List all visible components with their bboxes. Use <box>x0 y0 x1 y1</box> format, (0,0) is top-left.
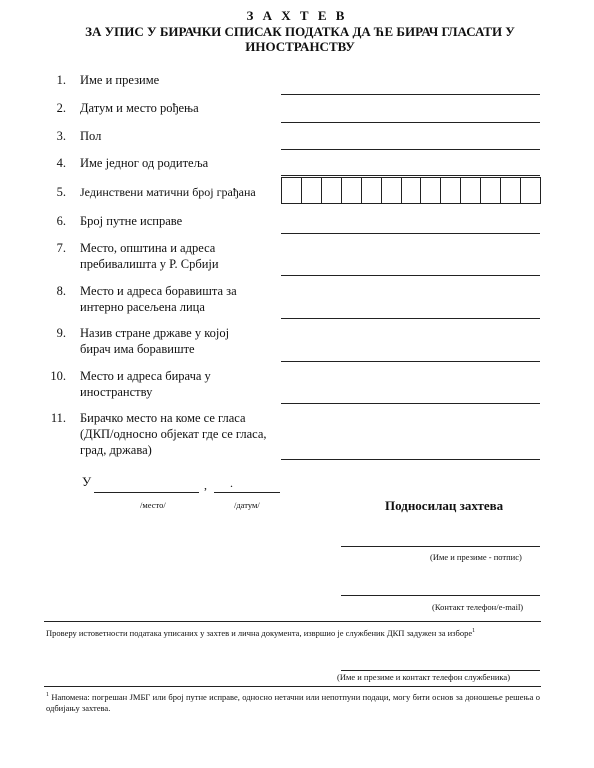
jmbg-input-boxes[interactable] <box>281 177 541 204</box>
field-input-line[interactable] <box>281 94 540 95</box>
field-label: Место и адреса бирача у иностранству <box>80 369 211 399</box>
field-input-line[interactable] <box>281 459 540 460</box>
contact-line[interactable] <box>341 595 540 596</box>
signature-line[interactable] <box>341 546 540 547</box>
field-input-line[interactable] <box>281 175 540 176</box>
place-prefix: У <box>82 474 92 489</box>
field-number: 11. <box>50 411 66 425</box>
form-title: З А Х Т Е В <box>246 8 348 23</box>
official-line[interactable] <box>341 670 540 671</box>
date-input-line[interactable] <box>214 492 280 493</box>
field-label: Место и адреса боравишта за интерно расељена лица <box>80 284 237 314</box>
field-number: 6. <box>56 214 66 228</box>
field-number: 2. <box>56 101 66 115</box>
field-label: Бирачко место на коме се гласа (ДКП/односно објекат где се гласа, град, држава) <box>80 411 267 457</box>
date-dot: . <box>230 476 233 490</box>
footnote-text: Напомена: погрешан ЈМБГ или број путне исправе, односно нетачни или непотпуни подаци, могу бити основ за доношење решења о одбијању захтева. <box>46 691 540 713</box>
field-number: 4. <box>56 156 66 170</box>
field-number: 8. <box>56 284 66 298</box>
field-number: 5. <box>56 185 66 199</box>
field-label: Јединствени матични број грађана <box>80 185 256 199</box>
footnote-mark: 1 <box>46 692 49 698</box>
field-label: Датум и место рођења <box>80 101 199 115</box>
field-number: 3. <box>56 129 66 143</box>
place-caption: /место/ <box>140 500 166 510</box>
field-label: Име једног од родитеља <box>80 156 209 170</box>
field-label: Назив стране државе у којој бирач има боравиште <box>80 326 230 356</box>
field-input-line[interactable] <box>281 275 540 276</box>
field-label: Име и презиме <box>80 73 160 87</box>
field-input-line[interactable] <box>281 318 540 319</box>
field-number: 1. <box>56 73 66 87</box>
field-label: Место, општина и адреса пребивалишта у Р. Србији <box>80 241 219 271</box>
field-number: 10. <box>50 369 66 383</box>
field-input-line[interactable] <box>281 361 540 362</box>
field-number: 7. <box>56 241 66 255</box>
field-label: Пол <box>80 129 102 143</box>
official-caption: (Име и презиме и контакт телефон службеника) <box>337 672 511 682</box>
place-comma: , <box>204 478 207 492</box>
field-input-line[interactable] <box>281 403 540 404</box>
place-input-line[interactable] <box>94 492 199 493</box>
field-input-line[interactable] <box>281 149 540 150</box>
footnote <box>46 690 540 714</box>
applicant-heading: Подносилац захтева <box>385 498 504 513</box>
date-caption: /датум/ <box>234 500 260 510</box>
verification-body: Проверу истоветности података уписаних у захтев и лична документа, извршио је службеник ДКП задужен за изборе <box>46 627 473 638</box>
footnote-ref: 1 <box>472 628 476 634</box>
signature-caption: (Име и презиме - потпис) <box>430 552 522 562</box>
contact-caption: (Контакт телефон/е-mail) <box>432 602 524 612</box>
field-label: Број путне исправе <box>80 214 183 228</box>
field-number: 9. <box>56 326 66 340</box>
verification-text <box>46 626 540 639</box>
form-subtitle: ЗА УПИС У БИРАЧКИ СПИСАК ПОДАТКА ДА ЋЕ БИРАЧ ГЛАСАТИ У ИНОСТРАНСТВУ <box>85 24 515 54</box>
field-input-line[interactable] <box>281 122 540 123</box>
section-divider <box>44 621 541 622</box>
footnote-divider <box>44 686 541 687</box>
field-input-line[interactable] <box>281 233 540 234</box>
